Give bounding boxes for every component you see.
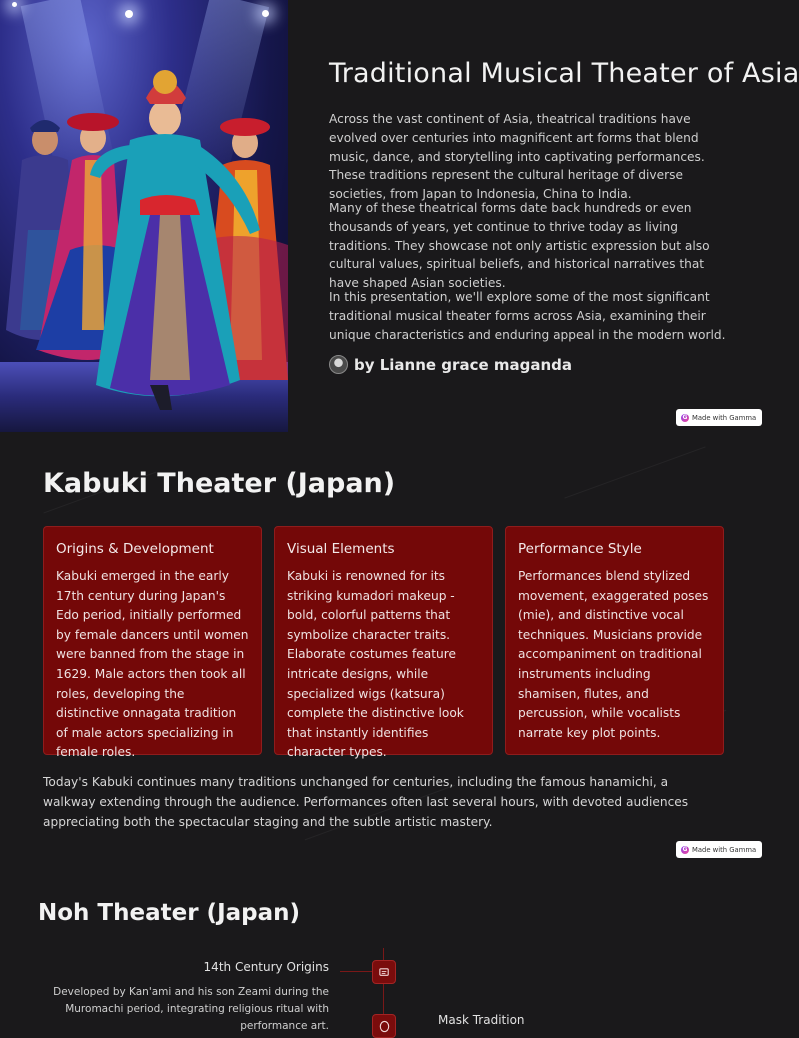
slide-noh — [0, 864, 768, 1032]
timeline-heading: 14th Century Origins — [203, 960, 329, 974]
intro-paragraph-3: In this presentation, we'll explore some of the most significant traditional musical theater forms across Asia, examining their unique characteristics and enduring appeal in the modern world. — [329, 290, 726, 342]
intro-paragraph-2: Many of these theatrical forms date back hundreds or even thousands of years, yet continue to thrive today as living traditions. They showcase not only artistic expression but also cultural values, spiritual beliefs, and historical narratives that have shaped Asian societies. — [329, 201, 710, 291]
card-heading: Origins & Development — [56, 541, 214, 557]
card-heading: Performance Style — [518, 541, 642, 557]
author-byline — [329, 355, 572, 374]
slide-title: Noh Theater (Japan) — [38, 900, 301, 926]
author-name: by Lianne grace maganda — [354, 355, 573, 374]
avatar — [329, 355, 348, 374]
timeline-heading: Mask Tradition — [438, 1013, 525, 1027]
card-origins — [43, 526, 262, 760]
slide-title: Kabuki Theater (Japan) — [43, 468, 396, 499]
card-body: Kabuki is renowned for its striking kumadori makeup - bold, colorful patterns that symbolize character traits. Elaborate costumes feature intricate designs, while specialized wigs (katsura) complete the distinctive look that instantly identifies character types. — [287, 569, 464, 760]
gamma-logo-icon: G — [682, 413, 688, 421]
kabuki-summary: Today's Kabuki continues many traditions unchanged for centuries, including the famous hanamichi, a walkway extending through the audience. Performances often last several hours, with devoted audiences appreciating both the spectacular staging and the subtle artistic mastery. — [43, 775, 689, 829]
slide-kabuki — [0, 432, 768, 864]
made-with-gamma-badge[interactable] — [676, 841, 762, 858]
card-body: Performances blend stylized movement, exaggerated poses (mie), and distinctive vocal techniques. Musicians provide accompaniment on traditional instruments including shamisen, flutes, and percussion, while vocalists narrate key plot points. — [518, 569, 709, 740]
intro-paragraph-1: Across the vast continent of Asia, theatrical traditions have evolved over centuries into magnificent art forms that blend music, dance, and storytelling into captivating performances. These traditions represent the cultural heritage of diverse societies, from Japan to Indonesia, China to India. — [329, 112, 705, 202]
card-heading: Visual Elements — [287, 541, 395, 557]
made-with-gamma-badge[interactable] — [676, 409, 762, 426]
presentation-title: Traditional Musical Theater of Asia — [329, 58, 799, 89]
hero-image-dancers — [0, 0, 288, 432]
mask-icon — [372, 1014, 396, 1038]
badge-label: Made with Gamma — [692, 413, 757, 422]
card-body: Kabuki emerged in the early 17th century during Japan's Edo period, initially performed by female dancers until women were banned from the stage in 1629. Male actors then took all roles, developing the distinctive onnagata tradition of male actors specializing in female roles. — [56, 569, 249, 760]
badge-label: Made with Gamma — [692, 845, 757, 854]
timeline-description: Developed by Kan'ami and his son Zeami during the Muromachi period, integrating religious ritual with performance art. — [53, 986, 329, 1032]
slide-intro — [0, 0, 799, 432]
timeline-connector — [340, 971, 372, 972]
gamma-logo-icon: G — [682, 845, 688, 853]
card-visual-elements — [274, 526, 493, 760]
scroll-icon — [372, 960, 396, 984]
card-performance-style — [505, 526, 724, 755]
